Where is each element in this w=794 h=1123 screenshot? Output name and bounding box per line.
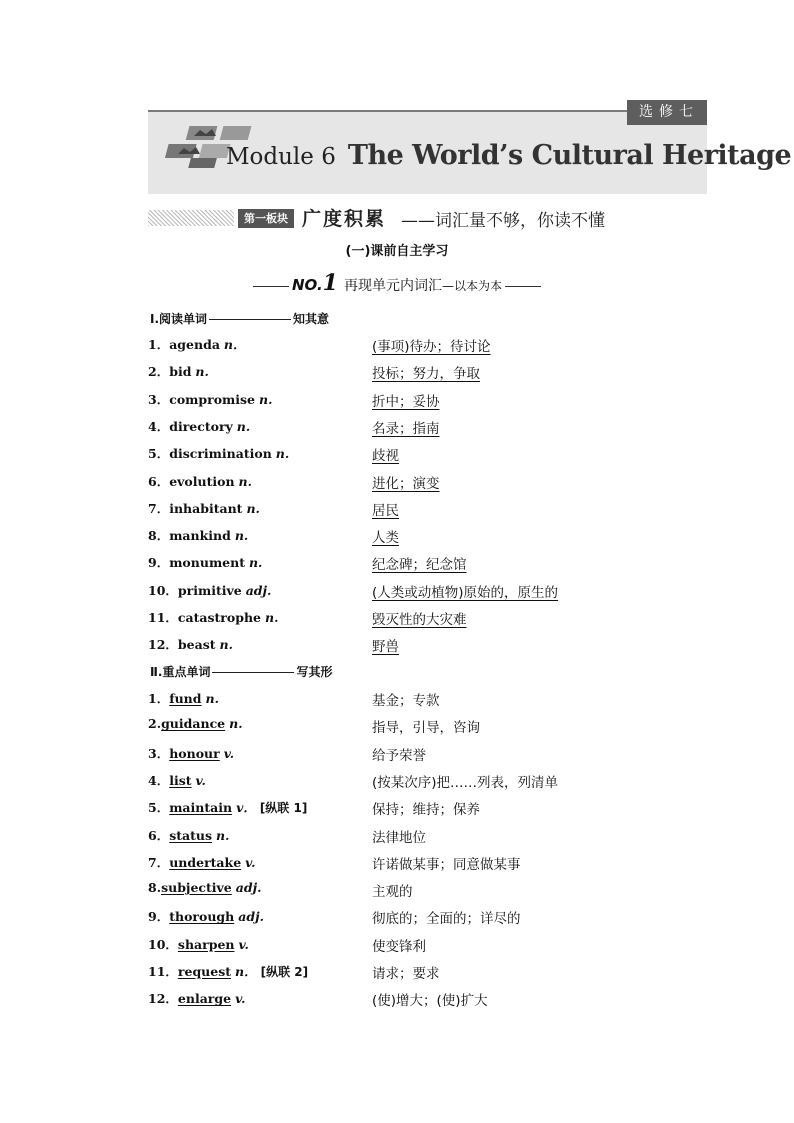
item-meaning: 基金；专款 — [372, 693, 440, 709]
module-label: Module 6 — [226, 144, 336, 170]
divider — [212, 672, 294, 673]
subheading: (一)课前自主学习 — [345, 244, 449, 259]
item-pos: n. — [265, 610, 279, 625]
item-word: mankind — [169, 528, 231, 544]
list-item — [148, 335, 708, 357]
list-item — [148, 771, 708, 793]
list-item — [148, 989, 708, 1011]
list-item — [148, 472, 708, 494]
item-word: beast — [177, 637, 216, 653]
item-meaning: (使)增大；(使)扩大 — [372, 993, 488, 1010]
item-pos: n. — [246, 500, 260, 516]
item-number: 1． — [148, 691, 170, 706]
item-meaning: 野兽 — [372, 639, 399, 656]
list-item — [148, 716, 708, 738]
item-number: 12． — [148, 991, 178, 1007]
list-item — [148, 553, 708, 575]
item-word: enlarge — [177, 991, 232, 1007]
item-number: 7． — [148, 500, 170, 516]
item-number: 8. — [148, 880, 162, 896]
item-number: 1． — [148, 337, 170, 352]
item-pos: n. — [236, 418, 251, 434]
item-pos: n. — [234, 528, 249, 544]
divider — [209, 319, 291, 320]
item-meaning: (按某次序)把……列表，列清单 — [372, 774, 559, 791]
item-number: 7． — [148, 854, 170, 870]
item-pos: v. — [238, 936, 249, 952]
item-word: subjective — [161, 880, 232, 896]
item-number: 4． — [148, 772, 170, 788]
item-pos: n. — [219, 637, 233, 653]
item-word: catastrophe — [177, 610, 262, 625]
item-pos: n． — [235, 964, 257, 979]
section-title: 广度积累 — [302, 208, 387, 230]
no1-heading — [0, 270, 794, 296]
item-word: request — [177, 964, 232, 979]
list-item — [148, 417, 708, 439]
list-item — [148, 608, 708, 630]
item-pos: v． — [236, 800, 256, 816]
item-meaning: 使变锋利 — [372, 938, 426, 955]
item-number: 8． — [148, 528, 170, 544]
part2-heading — [150, 663, 332, 680]
item-word: discrimination — [169, 446, 272, 462]
item-pos: n. — [195, 364, 209, 380]
item-meaning: 毁灭性的大灾难 — [372, 612, 467, 628]
list-item — [148, 444, 708, 466]
item-number: 4． — [148, 418, 170, 434]
item-pos: n. — [205, 691, 219, 706]
module-title — [226, 140, 791, 171]
item-word: undertake — [169, 854, 242, 870]
list-item — [148, 935, 708, 957]
part1-heading — [150, 310, 329, 327]
item-meaning: 给予荣誉 — [372, 747, 426, 764]
section-header — [148, 206, 708, 230]
book-tag: 选修七 — [627, 100, 707, 125]
list-item — [148, 853, 708, 875]
item-number: 10． — [148, 936, 178, 952]
item-number: 2． — [148, 364, 170, 380]
module-name: The World’s Cultural Heritage — [347, 140, 792, 171]
item-meaning: 彻底的；全面的；详尽的 — [372, 911, 521, 928]
list-item — [148, 581, 708, 603]
item-meaning: 居民 — [372, 502, 399, 519]
no-number: 1 — [322, 270, 338, 296]
item-meaning: 歧视 — [372, 448, 399, 465]
item-pos: n. — [259, 391, 273, 407]
item-word: bid — [169, 364, 192, 380]
list-item — [148, 907, 708, 929]
item-pos: n. — [238, 473, 252, 489]
list-item — [148, 362, 708, 384]
item-meaning: (事项)待办；待讨论 — [372, 339, 491, 355]
item-meaning: 法律地位 — [372, 829, 426, 846]
no-text2: —以本为本 — [441, 279, 502, 293]
item-word: compromise — [169, 391, 256, 407]
item-number: 11． — [148, 964, 178, 979]
item-word: primitive — [177, 582, 242, 598]
item-number: 12． — [148, 637, 178, 653]
item-pos: n． — [223, 337, 246, 352]
item-meaning: (人类或动植物)原始的，原生的 — [372, 584, 559, 601]
item-word: monument — [169, 555, 245, 571]
item-pos: v. — [195, 772, 206, 788]
list-item — [148, 826, 708, 848]
section-subtitle: ——词汇量不够，你读不懂 — [401, 211, 605, 231]
no-label: NO. — [291, 276, 323, 294]
item-number: 2. — [148, 716, 162, 732]
item-pos: n. — [275, 446, 290, 462]
item-number: 5． — [148, 800, 170, 816]
item-number: 3． — [148, 745, 170, 761]
item-meaning: 名录；指南 — [372, 420, 440, 437]
item-word: inhabitant — [169, 500, 243, 516]
item-number: 3． — [148, 391, 170, 407]
list-item — [148, 962, 708, 984]
item-word: status — [169, 827, 213, 843]
item-word: directory — [169, 418, 233, 434]
item-pos: v. — [235, 991, 246, 1007]
item-number: 11． — [148, 610, 178, 625]
item-crossref: [纵联 2] — [260, 965, 309, 979]
list-item — [148, 499, 708, 521]
item-pos: adj. — [245, 582, 272, 598]
item-meaning: 指导，引导，咨询 — [372, 720, 480, 737]
item-meaning: 请求；要求 — [372, 966, 440, 982]
item-pos: n. — [248, 555, 263, 571]
item-meaning: 纪念碑；纪念馆 — [372, 557, 467, 574]
part2-hint: 写其形 — [296, 665, 333, 679]
item-crossref: [纵联 1] — [259, 801, 308, 816]
list-item — [148, 635, 708, 657]
item-word: fund — [169, 691, 202, 706]
item-word: agenda — [169, 337, 220, 352]
item-meaning: 人类 — [372, 530, 399, 547]
item-word: sharpen — [177, 936, 235, 952]
item-word: guidance — [161, 716, 226, 732]
divider — [253, 286, 289, 287]
item-pos: n. — [229, 716, 243, 732]
item-pos: v. — [223, 745, 235, 761]
item-number: 6． — [148, 473, 170, 489]
list-item — [148, 798, 708, 820]
part1-hint: 知其意 — [293, 312, 330, 326]
item-word: thorough — [169, 909, 235, 925]
item-word: list — [169, 772, 192, 788]
list-item — [148, 390, 708, 412]
part1-title: Ⅰ.阅读单词 — [150, 312, 208, 326]
hatch-decoration — [148, 210, 234, 226]
item-pos: adj. — [238, 909, 264, 925]
item-word: honour — [169, 745, 220, 761]
item-number: 5． — [148, 446, 170, 462]
item-number: 9． — [148, 909, 170, 925]
section-badge: 第一板块 — [238, 209, 294, 228]
item-pos: v. — [245, 854, 256, 870]
item-word: evolution — [169, 473, 235, 489]
item-pos: adj. — [235, 880, 262, 896]
item-number: 6． — [148, 827, 170, 843]
item-meaning: 折中；妥协 — [372, 393, 440, 410]
item-meaning: 许诺做某事；同意做某事 — [372, 856, 521, 873]
item-pos: n. — [216, 827, 230, 843]
item-number: 9． — [148, 555, 170, 571]
item-meaning: 进化；演变 — [372, 475, 440, 492]
item-number: 10． — [148, 582, 178, 598]
list-item — [148, 526, 708, 548]
list-item — [148, 689, 708, 711]
list-item — [148, 880, 708, 902]
item-meaning: 保持；维持；保养 — [372, 802, 480, 819]
divider — [505, 286, 541, 287]
part2-title: Ⅱ.重点单词 — [150, 665, 211, 679]
list-item — [148, 744, 708, 766]
item-meaning: 主观的 — [372, 884, 413, 901]
module-banner — [148, 104, 792, 194]
item-word: maintain — [169, 800, 233, 816]
no-text: 再现单元内词汇 — [343, 278, 442, 294]
item-meaning: 投标；努力，争取 — [372, 366, 480, 383]
